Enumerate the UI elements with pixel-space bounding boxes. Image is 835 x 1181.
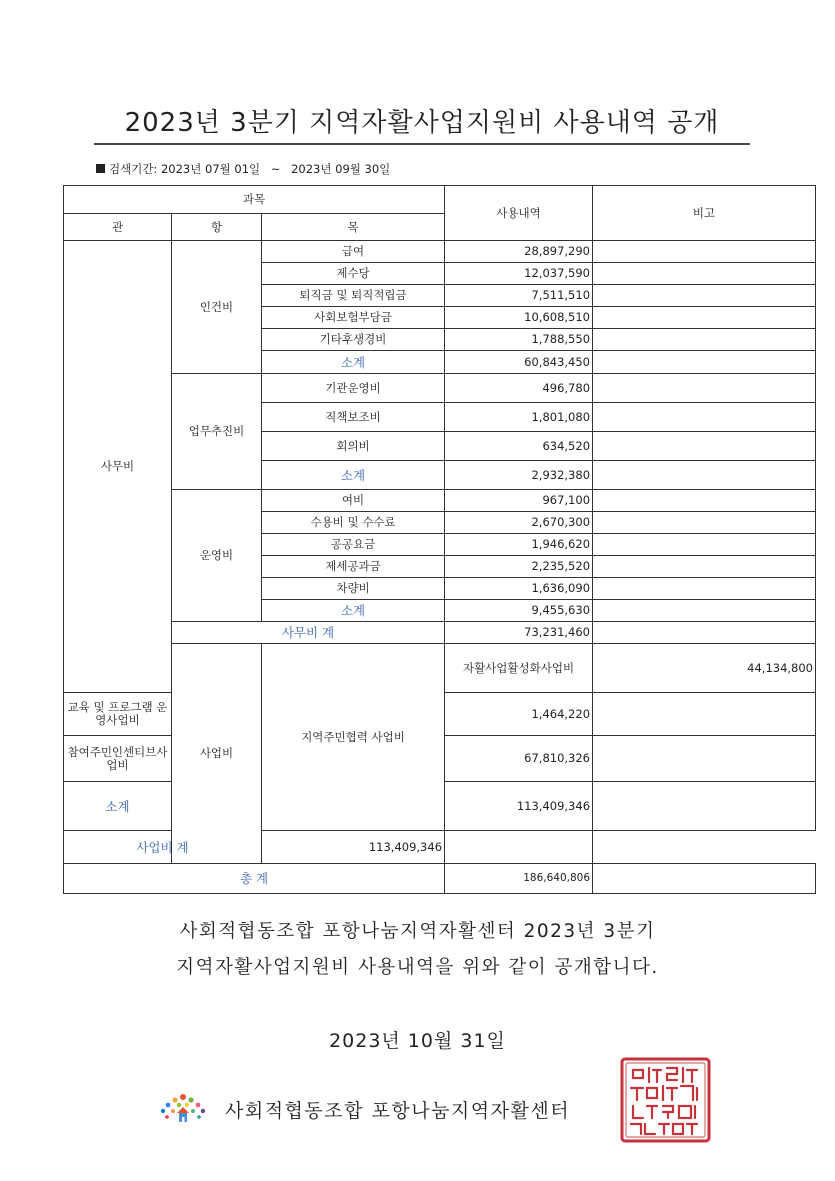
mok-label: 수용비 및 수수료 xyxy=(262,512,445,534)
mok-label: 사회보험부담금 xyxy=(262,307,445,329)
subtotal-label: 소계 xyxy=(64,782,172,831)
search-period xyxy=(96,161,390,177)
office-total-label: 사무비 계 xyxy=(172,622,445,644)
expense-table xyxy=(63,185,816,894)
hang-community: 지역주민협력 사업비 xyxy=(262,644,445,831)
note-cell xyxy=(593,307,816,329)
subtotal-label: 소계 xyxy=(262,600,445,622)
subtotal-value: 113,409,346 xyxy=(445,782,593,831)
header-amount: 사용내역 xyxy=(445,186,593,241)
header-account: 과목 xyxy=(64,186,445,214)
amount-value: 2,670,300 xyxy=(445,512,593,534)
note-cell xyxy=(593,374,816,403)
gwan-project: 사업비 xyxy=(172,644,262,864)
gwan-office: 사무비 xyxy=(64,241,172,693)
mok-label: 기관운영비 xyxy=(262,374,445,403)
note-cell xyxy=(593,285,816,307)
note-cell xyxy=(593,578,816,600)
tree-logo-icon xyxy=(155,1091,211,1127)
square-bullet-icon xyxy=(96,164,105,173)
note-cell xyxy=(593,693,816,736)
statement-line-2: 지역자활사업지원비 사용내역을 위와 같이 공개합니다. xyxy=(176,957,659,978)
grand-total-value: 186,640,806 xyxy=(445,864,593,894)
amount-value: 634,520 xyxy=(445,432,593,461)
statement-line-1: 사회적협동조합 포항나눔지역자활센터 2023년 3분기 xyxy=(179,921,656,942)
search-period-start: 2023년 07월 01일 xyxy=(160,162,261,176)
header-hang: 항 xyxy=(172,214,262,241)
note-cell xyxy=(593,263,816,285)
subtotal-value: 2,932,380 xyxy=(445,461,593,490)
amount-value: 1,801,080 xyxy=(445,403,593,432)
note-cell xyxy=(593,351,816,374)
mok-label: 기타후생경비 xyxy=(262,329,445,351)
note-cell xyxy=(593,329,816,351)
hang-business: 업무추진비 xyxy=(172,374,262,490)
note-cell xyxy=(593,782,816,831)
note-cell xyxy=(593,512,816,534)
amount-value: 1,636,090 xyxy=(445,578,593,600)
search-period-label: 검색기간: xyxy=(109,162,158,176)
header-mok: 목 xyxy=(262,214,445,241)
mok-label: 여비 xyxy=(262,490,445,512)
note-cell xyxy=(593,461,816,490)
amount-value: 1,946,620 xyxy=(445,534,593,556)
note-cell xyxy=(593,490,816,512)
amount-value: 496,780 xyxy=(445,374,593,403)
hang-operation: 운영비 xyxy=(172,490,262,622)
issue-date: 2023년 10월 31일 xyxy=(329,1030,506,1052)
project-total-label: 사업비 계 xyxy=(64,831,262,864)
amount-value: 967,100 xyxy=(445,490,593,512)
disclosure-statement xyxy=(0,914,835,986)
header-note: 비고 xyxy=(593,186,816,241)
organization-signature xyxy=(155,1091,570,1127)
amount-value: 2,235,520 xyxy=(445,556,593,578)
note-cell xyxy=(593,241,816,263)
mok-label: 회의비 xyxy=(262,432,445,461)
subtotal-label: 소계 xyxy=(262,351,445,374)
subtotal-label: 소계 xyxy=(262,461,445,490)
amount-value: 7,511,510 xyxy=(445,285,593,307)
mok-label: 참여주민인센티브사업비 xyxy=(64,736,172,782)
amount-value: 1,464,220 xyxy=(445,693,593,736)
mok-label: 직책보조비 xyxy=(262,403,445,432)
hang-personnel: 인건비 xyxy=(172,241,262,374)
note-cell xyxy=(593,534,816,556)
amount-value: 44,134,800 xyxy=(593,644,816,693)
project-total-value: 113,409,346 xyxy=(262,831,445,864)
note-cell xyxy=(593,736,816,782)
note-cell xyxy=(593,600,816,622)
mok-label: 퇴직금 및 퇴직적립금 xyxy=(262,285,445,307)
header-gwan: 관 xyxy=(64,214,172,241)
mok-label: 급여 xyxy=(262,241,445,263)
mok-label: 공공요금 xyxy=(262,534,445,556)
amount-value: 67,810,326 xyxy=(445,736,593,782)
amount-value: 10,608,510 xyxy=(445,307,593,329)
note-cell xyxy=(593,622,816,644)
note-cell xyxy=(593,403,816,432)
subtotal-value: 60,843,450 xyxy=(445,351,593,374)
amount-value: 1,788,550 xyxy=(445,329,593,351)
mok-label: 제수당 xyxy=(262,263,445,285)
official-seal-stamp xyxy=(619,1056,712,1144)
search-period-end: 2023년 09월 30일 xyxy=(291,162,391,176)
amount-value: 28,897,290 xyxy=(445,241,593,263)
grand-total-label: 총 계 xyxy=(64,864,445,894)
subtotal-value: 9,455,630 xyxy=(445,600,593,622)
search-period-separator: ~ xyxy=(270,162,281,176)
office-total-value: 73,231,460 xyxy=(445,622,593,644)
amount-value: 12,037,590 xyxy=(445,263,593,285)
note-cell xyxy=(593,864,816,894)
mok-label: 차량비 xyxy=(262,578,445,600)
note-cell xyxy=(593,556,816,578)
mok-label: 자활사업활성화사업비 xyxy=(445,644,593,693)
note-cell xyxy=(445,831,593,864)
mok-label: 교육 및 프로그램 운영사업비 xyxy=(64,693,172,736)
page-title: 2023년 3분기 지역자활사업지원비 사용내역 공개 xyxy=(94,103,750,145)
mok-label: 제세공과금 xyxy=(262,556,445,578)
note-cell xyxy=(593,432,816,461)
organization-name: 사회적협동조합 포항나눔지역자활센터 xyxy=(225,1099,571,1122)
